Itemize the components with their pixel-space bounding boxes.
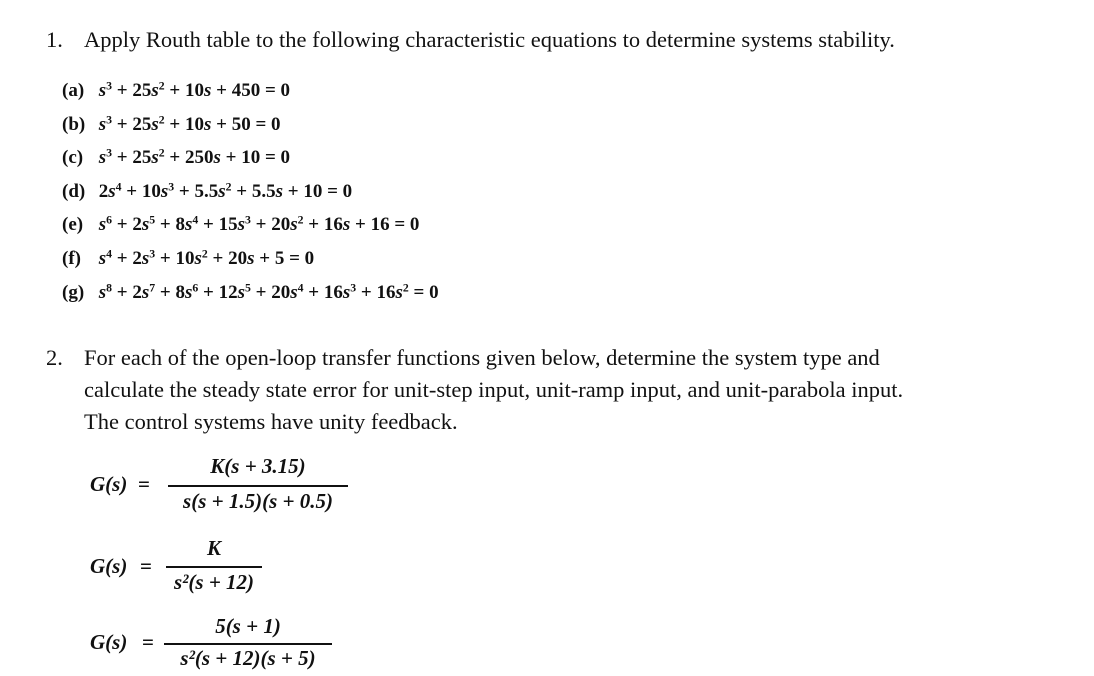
question-1-text: Apply Routh table to the following characteristic equations to determine systems stability. <box>84 27 895 52</box>
equation-label: (c) <box>62 147 84 169</box>
equation-item <box>62 114 439 148</box>
equation-body: $s^3 + 25s^2 + 250s + 10 = 0$ <box>98 146 291 169</box>
denominator: s²(s + 12) <box>173 570 255 594</box>
numerator: K <box>206 536 221 560</box>
transfer-function-lhs: G(s) <box>90 630 128 654</box>
equation-label: (b) <box>62 113 86 135</box>
numerator: K(s + 3.15) <box>210 454 306 478</box>
equation-label: (a) <box>62 80 85 101</box>
equation-label: (d) <box>62 180 86 202</box>
characteristic-equation-list <box>62 80 439 315</box>
equation-body: $s^3 + 25s^2 + 10s + 50 = 0$ <box>98 113 281 135</box>
equation-label: (f) <box>62 247 81 269</box>
equation-item <box>62 214 439 248</box>
equation-item <box>62 248 439 282</box>
question-2-line: The control systems have unity feedback. <box>84 409 458 434</box>
question-2-line: For each of the open-loop transfer functions given below, determine the system type and <box>84 345 880 370</box>
equation-body: $s^3 + 25s^2 + 10s + 450 = 0$ <box>98 79 291 101</box>
question-2 <box>46 342 1086 442</box>
equation-item <box>62 80 439 114</box>
equals-sign: = <box>142 630 154 654</box>
equals-sign: = <box>140 554 152 578</box>
fraction-bar <box>164 643 332 645</box>
fraction-bar <box>168 485 348 487</box>
equation-body: $2s^4 + 10s^3 + 5.5s^2 + 5.5s + 10 = 0$ <box>98 180 353 202</box>
transfer-function <box>90 614 360 676</box>
denominator: s²(s + 12)(s + 5) <box>180 646 316 670</box>
equation-body: $s^8 + 2s^7 + 8s^6 + 12s^5 + 20s^4 + 16s^3 + 16s^2 = 0$ <box>98 281 439 303</box>
equation-item <box>62 282 439 316</box>
numerator: 5(s + 1) <box>215 614 281 638</box>
equation-item <box>62 147 439 181</box>
transfer-function <box>90 534 290 604</box>
transfer-function <box>90 452 360 522</box>
question-2-number: 2. <box>46 345 63 370</box>
question-1-number: 1. <box>46 27 63 52</box>
equation-label: (g) <box>62 281 85 303</box>
equation-body: $s^4 + 2s^3 + 10s^2 + 20s + 5 = 0$ <box>98 247 315 269</box>
question-1 <box>46 24 1086 56</box>
equals-sign: = <box>138 472 150 496</box>
fraction-bar <box>166 566 262 568</box>
transfer-function-lhs: G(s) <box>90 472 128 496</box>
denominator: s(s + 1.5)(s + 0.5) <box>183 489 333 513</box>
equation-label: (e) <box>62 214 84 236</box>
transfer-function-lhs: G(s) <box>90 554 128 578</box>
equation-item <box>62 181 439 215</box>
question-2-line: calculate the steady state error for unit-step input, unit-ramp input, and unit-parabola input. <box>84 377 904 402</box>
equation-body: $s^6 + 2s^5 + 8s^4 + 15s^3 + 20s^2 + 16s + 16 = 0$ <box>98 213 420 236</box>
